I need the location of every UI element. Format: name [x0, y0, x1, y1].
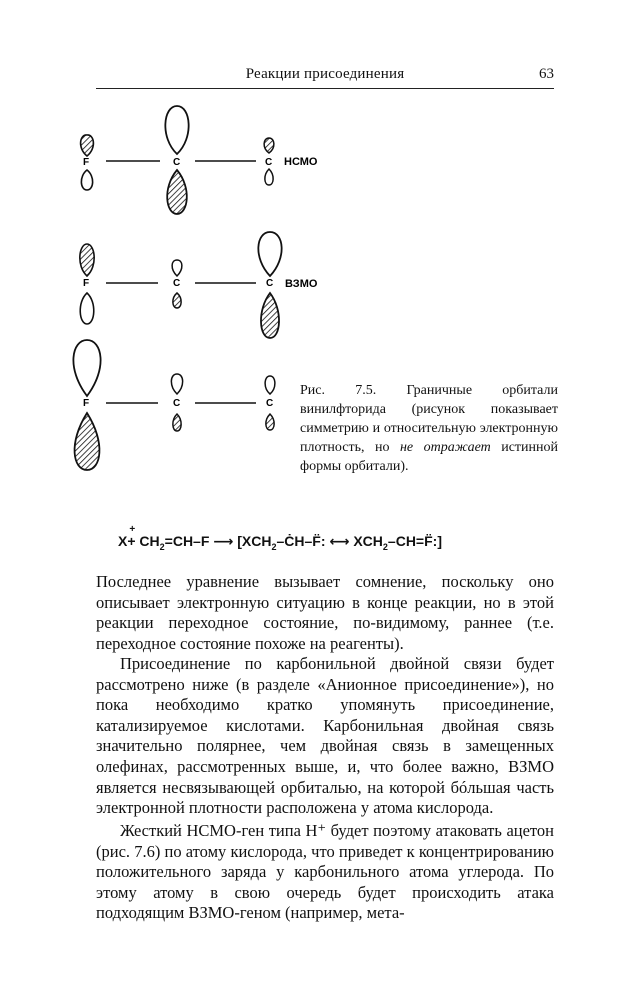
lumo-label: НСМО [284, 156, 318, 168]
caption-emphasis: не отражает [399, 440, 491, 455]
paragraph-2 [96, 654, 554, 819]
orbital-lobe-c-top [264, 138, 274, 153]
third-row [73, 340, 274, 470]
orbital-lobe-c-top [165, 106, 188, 154]
paragraph-text: Жесткий НСМО-ген типа Н⁺ будет поэтому атаковать ацетон (рис. 7.6) по атому кислорода, что приведет к концентрированию положительного заряда у карбонильного атома углерода. По этому атому в свою очередь будет происходить атака подходящим ВЗМО-геном (например, мета- [96, 821, 554, 923]
homo-row [80, 232, 318, 338]
paragraph-text: Присоединение по карбонильной двойной связи будет рассмотрено ниже (в разделе «Анионное присоединение»), но пока необходимо кратко упомянуть присоединение, катализируемое кислотами. Карбонильная двойная связь значительно полярнее, чем двойная связь в замещенных олефинах, рассмотренных выше, и, что более важно, ВЗМО является несвязывающей орбиталью, на которой бóльшая часть электронной плотности расположена у атома кислорода. [96, 654, 554, 818]
orbital-lobe-f-bottom [75, 413, 100, 470]
atom-label-c: C [173, 278, 181, 289]
atom-label-f: F [83, 398, 90, 409]
paragraph-3 [96, 821, 554, 924]
running-title: Реакции присоединения [245, 66, 405, 82]
lumo-row [81, 106, 318, 214]
orbital-lobe-c-bottom [266, 414, 274, 430]
paragraph-text: Последнее уравнение вызывает сомнение, поскольку оно описывает электронную ситуацию в конце реакции, но в этой реакции переходное состояние, по-видимому, раннее (т.е. переходное состояние похоже на реагенты). [96, 572, 554, 653]
orbital-lobe-c-bottom [173, 414, 181, 431]
equation-segment: –CH=F̈:] [387, 533, 442, 549]
atom-label-f: F [83, 157, 90, 168]
homo-label: ВЗМО [285, 278, 318, 290]
orbital-lobe-f-bottom [81, 170, 92, 190]
orbital-lobe-c-top [171, 374, 182, 394]
orbital-lobe-c-bottom [173, 293, 181, 308]
orbital-lobe-c-bottom [167, 170, 187, 214]
orbital-lobe-f-top [81, 135, 94, 156]
orbital-lobe-c-bottom [265, 169, 273, 185]
equation-subscript: 2 [382, 541, 388, 552]
caption-text-end: истинной формы орбитали). [300, 440, 559, 474]
orbital-lobe-f-top [80, 244, 94, 276]
equation-reagent: X [118, 533, 128, 549]
atom-label-c: C [266, 398, 274, 409]
paragraph-1 [96, 572, 554, 654]
orbital-lobe-c-top [258, 232, 281, 276]
page-number: 63 [539, 66, 554, 82]
atom-label-c: C [173, 157, 181, 168]
caption-text: Рис. 7.5. Граничные орбитали винилфторида (рисунок показывает симметрию и относительную электронную плотность, но [300, 383, 558, 455]
atom-label-f: F [83, 278, 90, 289]
equation-subscript: 2 [271, 541, 277, 552]
atom-label-c: C [265, 157, 273, 168]
orbital-lobe-f-top [73, 340, 100, 396]
equation-subscript: 2 [159, 541, 165, 552]
equation-segment: =CH–F ⟶ [XCH [164, 533, 272, 549]
orbital-lobe-c-bottom [261, 293, 279, 338]
reaction-equation [118, 533, 518, 559]
figure-caption [300, 381, 558, 476]
atom-label-c: C [173, 398, 181, 409]
running-header [96, 66, 554, 89]
orbital-lobe-c-top [265, 376, 275, 394]
orbital-lobe-f-bottom [80, 293, 94, 324]
orbital-lobe-c-top [172, 260, 182, 276]
equation-segment: –ĊH–F̈: ⟷ XCH [276, 533, 383, 549]
atom-label-c: C [266, 278, 274, 289]
equation-segment: + CH [127, 533, 160, 549]
